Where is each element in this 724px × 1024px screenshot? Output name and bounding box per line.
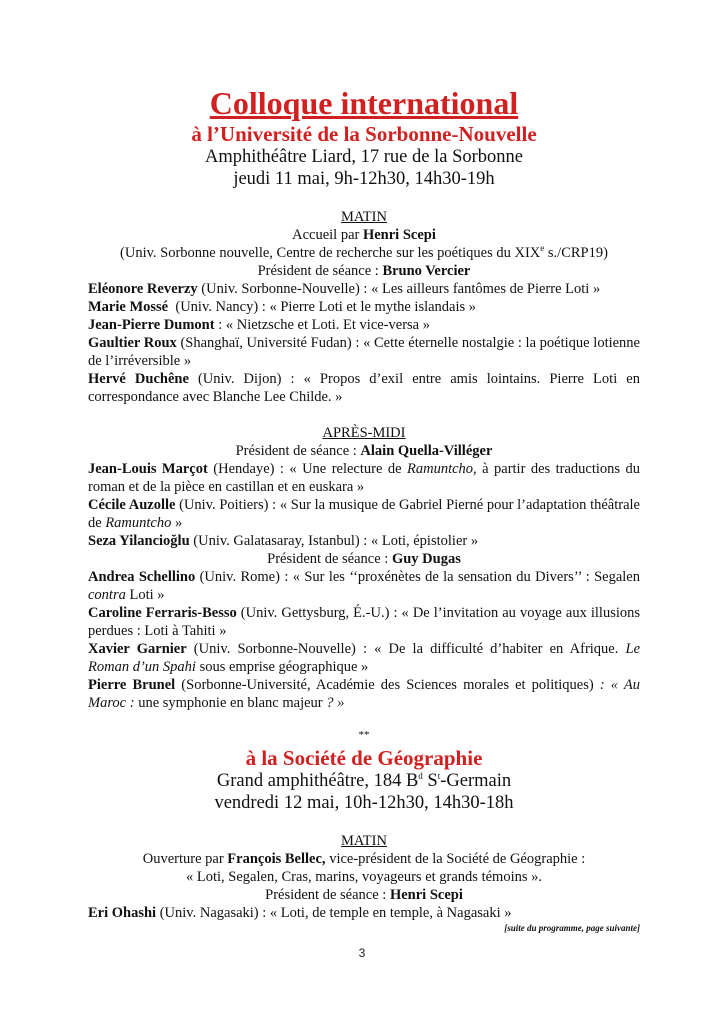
speaker-name: Gaultier Roux	[88, 335, 177, 351]
separator: **	[358, 729, 370, 741]
talk-entry	[88, 316, 640, 334]
talk-entry	[88, 676, 640, 712]
page-title: Colloque international	[209, 85, 519, 121]
talk-text: à partir des traductions du roman et de la pièce en castillan et en euskara »	[88, 461, 641, 495]
venue-line: Amphithéâtre Liard, 17 rue de la Sorbonne	[205, 147, 523, 167]
university-subtitle: à l’Université de la Sorbonne-Nouvelle	[191, 122, 537, 146]
chair-name: Bruno Vercier	[382, 263, 471, 279]
speaker-name: Eléonore Reverzy	[88, 281, 198, 297]
talk-title: (Univ. Dijon) : « Propos d’exil entre amis lointains. Pierre Loti en correspondance avec Blanche Lee Childe. »	[88, 371, 640, 405]
continued-note: [suite du programme, page suivante]	[504, 923, 640, 933]
chair-name: Henri Scepi	[389, 887, 463, 903]
talk-title: (Univ. Gettysburg, É.-U.) : « De l’invitation au voyage aux illusions perdues : Loti à Tahiti »	[88, 605, 641, 639]
chair-line	[88, 550, 640, 568]
opening-line	[88, 850, 640, 868]
morning-heading: MATIN	[341, 209, 387, 225]
talk-text: (Hendaye) : « Une relecture de	[207, 461, 407, 477]
affiliation-sup: e	[540, 243, 545, 254]
speaker-name: Eri Ohashi	[88, 905, 157, 921]
chair-name: Guy Dugas	[391, 551, 461, 567]
chair-prefix: Président de séance :	[265, 887, 390, 903]
talk-entry	[88, 334, 640, 370]
talk-text: (Sorbonne-Université, Académie des Sciences morales et politiques)	[175, 677, 594, 693]
talk-title: (Univ. Nagasaki) : « Loti, de temple en temple, à Nagasaki »	[156, 905, 512, 921]
talk-entry	[88, 370, 640, 406]
chair-prefix: Président de séance :	[235, 443, 361, 459]
talk-text: sous emprise géographique »	[195, 659, 369, 675]
talk-entry	[88, 280, 640, 298]
talk-text: »	[171, 515, 183, 531]
speaker-name: Hervé Duchêne	[88, 371, 189, 387]
talk-entry	[88, 460, 640, 496]
talk-entry	[88, 496, 640, 532]
talk-italic: Ramuntcho,	[407, 461, 477, 477]
talk-italic: ? »	[326, 695, 345, 711]
talk-text: (Univ. Sorbonne-Nouvelle) : « De la difficulté d’habiter en Afrique.	[186, 641, 626, 657]
chair-prefix: Président de séance :	[267, 551, 392, 567]
day2-venue-pre: Grand amphithéâtre, 184 B	[216, 771, 419, 791]
chair-line	[88, 262, 640, 280]
speaker-name: Caroline Ferraris-Besso	[88, 605, 237, 621]
speaker-name: Seza Yilancioğlu	[88, 533, 190, 549]
speaker-name: Pierre Brunel	[88, 677, 176, 693]
morning2-heading: MATIN	[341, 833, 387, 849]
chair-line	[88, 886, 640, 904]
talk-text: (Univ. Rome) : « Sur les ‘‘proxénètes de la sensation du Divers’’ : Segalen	[195, 569, 640, 585]
welcome-name: Henri Scepi	[362, 227, 436, 243]
welcome-prefix: Accueil par	[292, 227, 363, 243]
talk-title: (Shanghaï, Université Fudan) : « Cette éternelle nostalgie : la poétique lotienne de l’irréversible »	[88, 335, 640, 369]
day2-venue-post: -Germain	[440, 771, 512, 791]
chair-name: Alain Quella-Villéger	[360, 443, 493, 459]
talk-title: (Univ. Galatasaray, Istanbul) : « Loti, épistolier »	[189, 533, 479, 549]
talk-text: Loti »	[125, 587, 165, 603]
talk-title: (Univ. Sorbonne-Nouvelle) : « Les ailleurs fantômes de Pierre Loti »	[197, 281, 601, 297]
talk-text: une symphonie en blanc majeur	[134, 695, 327, 711]
date-line: jeudi 11 mai, 9h-12h30, 14h30-19h	[233, 169, 495, 189]
talk-entry	[88, 568, 640, 604]
opening-topic: « Loti, Segalen, Cras, marins, voyageurs et grands témoins ».	[186, 869, 542, 885]
day2-date: vendredi 12 mai, 10h-12h30, 14h30-18h	[214, 793, 514, 813]
speaker-name: Cécile Auzolle	[88, 497, 176, 513]
opening-name: François Bellec,	[227, 851, 326, 867]
speaker-name: Xavier Garnier	[88, 641, 187, 657]
day2-title: à la Société de Géographie	[245, 746, 483, 770]
speaker-name: Marie Mossé	[88, 299, 169, 315]
program-page	[88, 84, 640, 934]
talk-italic: Ramuntcho	[105, 515, 172, 531]
day2-venue	[88, 770, 640, 792]
day2-venue-sup: d	[418, 770, 423, 781]
talk-entry	[88, 640, 640, 676]
affiliation-post: s./CRP19)	[544, 245, 608, 261]
talk-entry	[88, 532, 640, 550]
opening-rest: vice-président de la Société de Géographie :	[325, 851, 586, 867]
talk-entry	[88, 604, 640, 640]
chair-prefix: Président de séance :	[257, 263, 383, 279]
affiliation-line	[88, 244, 640, 262]
page-number: 3	[358, 946, 366, 960]
talk-text: (Univ. Poitiers) : « Sur la musique de Gabriel Pierné pour l’adaptation théâtrale de	[88, 497, 640, 531]
talk-entry	[88, 298, 640, 316]
talk-title: (Univ. Nancy) : « Pierre Loti et le mythe islandais »	[168, 299, 477, 315]
talk-italic: Le Roman d’un Spahi	[88, 641, 640, 675]
afternoon-heading: APRÈS-MIDI	[322, 425, 406, 441]
talk-italic: : «	[593, 677, 624, 693]
speaker-name: Jean-Pierre Dumont	[88, 317, 215, 333]
speaker-name: Andrea Schellino	[88, 569, 196, 585]
talk-title: : « Nietzsche et Loti. Et vice-versa »	[214, 317, 430, 333]
chair-line	[88, 442, 640, 460]
talk-entry	[88, 904, 640, 922]
talk-italic: Au Maroc :	[88, 677, 640, 711]
day2-venue-sup: t	[437, 770, 441, 781]
talk-italic: contra	[88, 587, 126, 603]
welcome-line	[88, 226, 640, 244]
opening-prefix: Ouverture par	[142, 851, 228, 867]
speaker-name: Jean-Louis Marçot	[88, 461, 208, 477]
affiliation-pre: (Univ. Sorbonne nouvelle, Centre de recherche sur les poétiques du XIX	[120, 245, 541, 261]
day2-venue-mid: S	[422, 771, 438, 791]
